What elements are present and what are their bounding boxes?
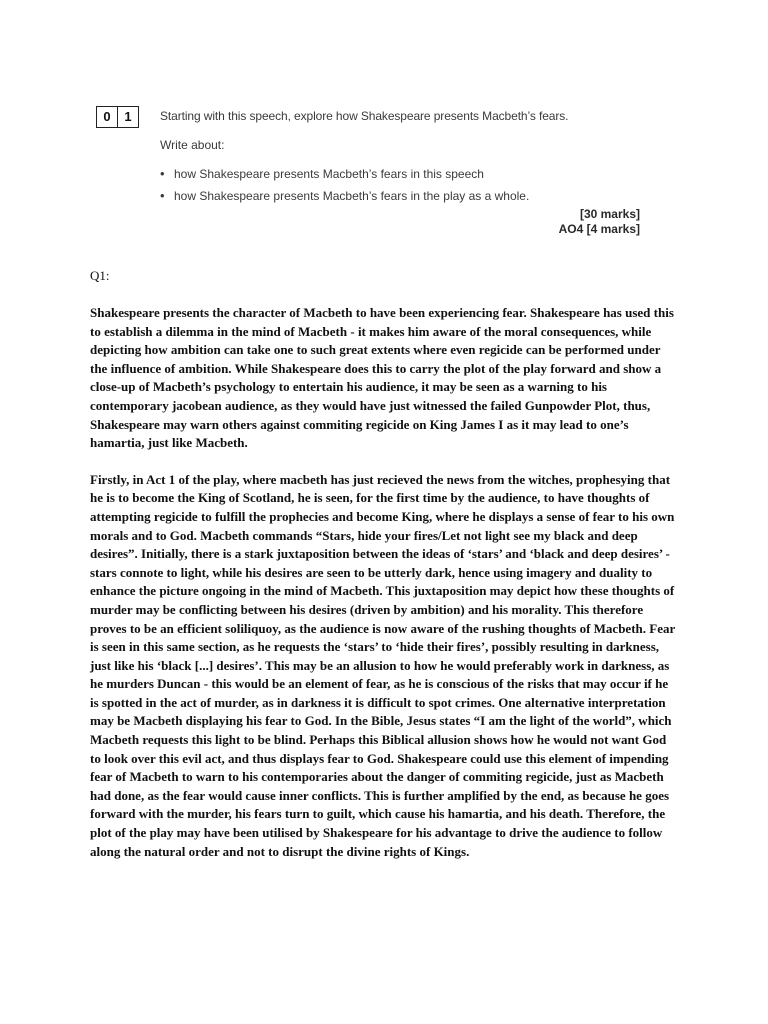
answer-label: Q1: bbox=[90, 268, 110, 283]
essay-paragraph-main: Firstly, in Act 1 of the play, where macbeth has just recieved the news from the witches, prophesying that he is to become the King of Scotland, he is seen, for the first time by the audience, to have thoughts of attempting regicide to fulfill the prophecies and become King, where he displays a sense of fear to his own morals and to God. Macbeth commands “Stars, hide your fires/Let not light see my black and deep desires”. Initially, there is a stark juxtaposition between the ideas of ‘stars’ and ‘black and deep desires’ - stars connote to light, while his desires are seen to be utterly dark, hence using imagery and duality to enhance the picture ongoing in the mind of Macbeth. This juxtaposition may depict how these thoughts of murder may be conflicting between his desires (driven by ambition) and his morality. This therefore proves to be an efficient soliliquoy, as the audience is now aware of the rushing thoughts of Macbeth. Fear is seen in this same section, as he requests the ‘stars’ to ‘hide their fires’, possibly resulting in darkness, just like his ‘black [...] desires’. This may be an allusion to how he would preferably work in darkness, as he murders Duncan - this would be an element of fear, as he is conscious of the risks that may occur if he is spotted in the act of murder, as in darkness it is difficult to spot crimes. One alternative interpretation may be Macbeth displaying his fear to God. In the Bible, Jesus states “I am the light of the world”, which Macbeth requests this light to be blind. Perhaps this Biblical allusion shows how he would not want God to look over this evil act, and thus displays fear to God. Shakespeare could use this element of impending fear of Macbeth to warn to his contemporaries about the danger of commiting regicide, just as Macbeth had done, as the fear would cause inner conflicts. This is further amplified by the end, as because he goes forward with the murder, his fears turn to guilt, which cause his hamartia, and his death. Therefore, the plot of the play may have been utilised by Shakespeare for his advantage to drive the audience to follow along the natural order and not to disrupt the divine rights of Kings. bbox=[90, 471, 676, 859]
question-bullet: • how Shakespeare presents Macbeth’s fears in the play as a whole. bbox=[160, 189, 529, 211]
question-prompt: Starting with this speech, explore how Shakespeare presents Macbeth’s fears. bbox=[160, 109, 569, 123]
ao4-marks: AO4 [4 marks] bbox=[558, 222, 640, 236]
total-marks: [30 marks] bbox=[579, 207, 640, 221]
essay-paragraph-intro: Shakespeare presents the character of Macbeth to have been experiencing fear. Shakespeare has used this to establish a dilemma in the mind of Macbeth - it makes him aware of the moral consequences, while depicting how ambition can take one to such great extents where even regicide can be performed under the influence of ambition. While Shakespeare does this to carry the plot of the play forward and show a close-up of Macbeth’s psychology to entertain his audience, it may be seen as a warning to his contemporary jacobean audience, as they would have just witnessed the failed Gunpowder Plot, thus, Shakespeare may warn others against commiting regicide on King James I as it may lead to one’s hamartia, just like Macbeth. bbox=[90, 305, 674, 451]
essay-body bbox=[90, 304, 676, 879]
marks-allocation bbox=[559, 207, 640, 237]
question-bullets bbox=[160, 167, 529, 211]
question-number-digit: 1 bbox=[117, 107, 138, 127]
question-bullet: • how Shakespeare presents Macbeth’s fears in this speech bbox=[160, 167, 529, 189]
question-number-digit: 0 bbox=[103, 109, 111, 124]
write-about-heading: Write about: bbox=[160, 138, 225, 152]
exam-question bbox=[92, 104, 652, 244]
question-number-box bbox=[96, 106, 139, 128]
